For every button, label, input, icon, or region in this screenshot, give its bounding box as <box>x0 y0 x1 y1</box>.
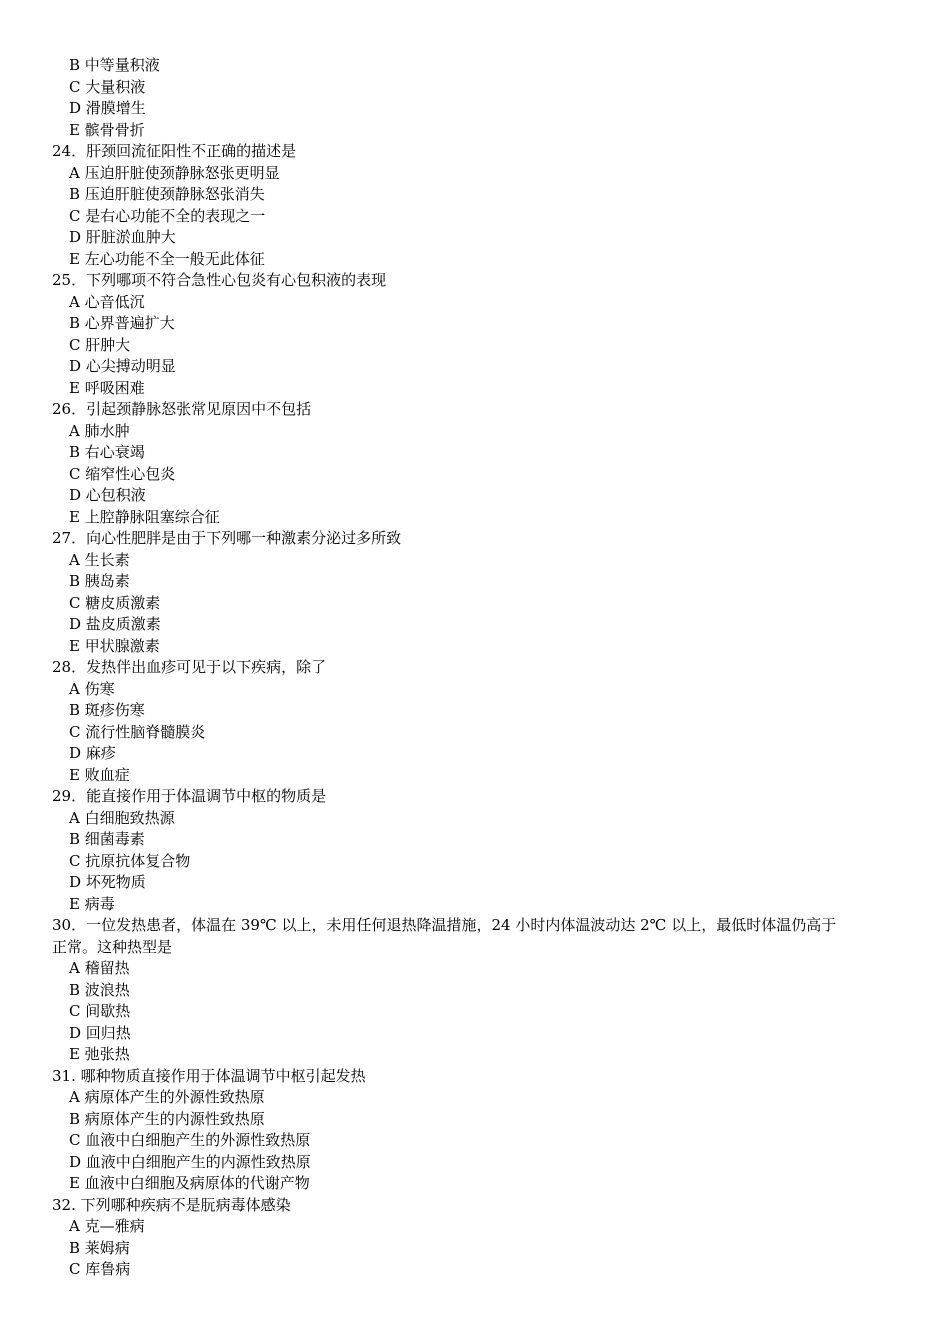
option-line: C 是右心功能不全的表现之一 <box>69 206 266 225</box>
option-line: C 间歇热 <box>69 1002 131 1020</box>
option-line: C 缩窄性心包炎 <box>69 464 176 483</box>
option-line: D 坏死物质 <box>69 873 146 891</box>
option-line: E 甲状腺激素 <box>69 636 160 655</box>
option-line: B 病原体产生的内源性致热原 <box>69 1109 265 1128</box>
option-line: D 麻疹 <box>69 744 116 762</box>
option-line: B 心界普遍扩大 <box>69 314 175 332</box>
option-line: C 库鲁病 <box>69 1260 131 1278</box>
option-line: B 莱姆病 <box>69 1238 130 1257</box>
option-line: C 肝肿大 <box>69 335 131 354</box>
option-line: E 血液中白细胞及病原体的代谢产物 <box>69 1174 310 1192</box>
option-line: D 盐皮质激素 <box>69 615 161 633</box>
option-line: D 肝脏淤血肿大 <box>69 228 176 246</box>
option-line: E 髌骨骨折 <box>69 120 145 139</box>
option-line: C 血液中白细胞产生的外源性致热原 <box>69 1131 311 1149</box>
question-line: 29．能直接作用于体温调节中枢的物质是 <box>52 787 327 805</box>
option-line: E 败血症 <box>69 765 130 784</box>
option-line: D 血液中白细胞产生的内源性致热原 <box>69 1152 311 1171</box>
question-line: 27．向心性肥胖是由于下列哪一种激素分泌过多所致 <box>52 529 402 547</box>
option-line: E 弛张热 <box>69 1045 130 1063</box>
option-line: E 上腔静脉阻塞综合征 <box>69 507 220 526</box>
question-line: 32. 下列哪种疾病不是朊病毒体感染 <box>52 1195 291 1214</box>
option-line: A 白细胞致热源 <box>69 808 175 827</box>
option-line: D 心尖搏动明显 <box>69 357 176 375</box>
option-line: B 胰岛素 <box>69 572 130 590</box>
option-line: B 波浪热 <box>69 980 130 999</box>
option-line: D 回归热 <box>69 1023 131 1042</box>
option-line: A 克—雅病 <box>69 1217 145 1235</box>
option-line: A 压迫肝脏使颈静脉怒张更明显 <box>69 163 280 182</box>
option-line: D 心包积液 <box>69 486 146 504</box>
question-line: 28．发热伴出血疹可见于以下疾病，除了 <box>52 658 327 676</box>
question-line: 26．引起颈静脉怒张常见原因中不包括 <box>52 400 312 418</box>
option-line: B 中等量积液 <box>69 56 160 74</box>
option-line: E 呼吸困难 <box>69 378 145 397</box>
document-body <box>52 55 902 1281</box>
option-line: C 糖皮质激素 <box>69 593 161 612</box>
option-line: A 伤寒 <box>69 679 115 698</box>
option-line: B 细菌毒素 <box>69 830 145 848</box>
option-line: C 大量积液 <box>69 77 146 96</box>
question-line: 31. 哪种物质直接作用于体温调节中枢引起发热 <box>52 1066 366 1085</box>
question-line: 25．下列哪项不符合急性心包炎有心包积液的表现 <box>52 271 387 289</box>
option-line: D 滑膜增生 <box>69 99 146 117</box>
option-line: E 病毒 <box>69 894 115 913</box>
option-line: A 肺水肿 <box>69 421 130 440</box>
option-line: B 右心衰竭 <box>69 443 145 461</box>
option-line: B 斑疹伤寒 <box>69 701 145 719</box>
option-line: B 压迫肝脏使颈静脉怒张消失 <box>69 185 265 203</box>
option-line: C 抗原抗体复合物 <box>69 851 191 870</box>
option-line: A 心音低沉 <box>69 292 145 311</box>
question-line: 正常。这种热型是 <box>52 937 173 956</box>
option-line: C 流行性脑脊髓膜炎 <box>69 722 206 741</box>
question-line: 24．肝颈回流征阳性不正确的描述是 <box>52 142 297 160</box>
question-line: 30．一位发热患者，体温在 39℃ 以上，未用任何退热降温措施，24 小时内体温波动达 2℃ 以上，最低时体温仍高于 <box>52 916 837 934</box>
option-line: A 稽留热 <box>69 959 130 977</box>
option-line: E 左心功能不全一般无此体征 <box>69 249 265 268</box>
option-line: A 病原体产生的外源性致热原 <box>69 1088 265 1106</box>
option-line: A 生长素 <box>69 550 130 569</box>
